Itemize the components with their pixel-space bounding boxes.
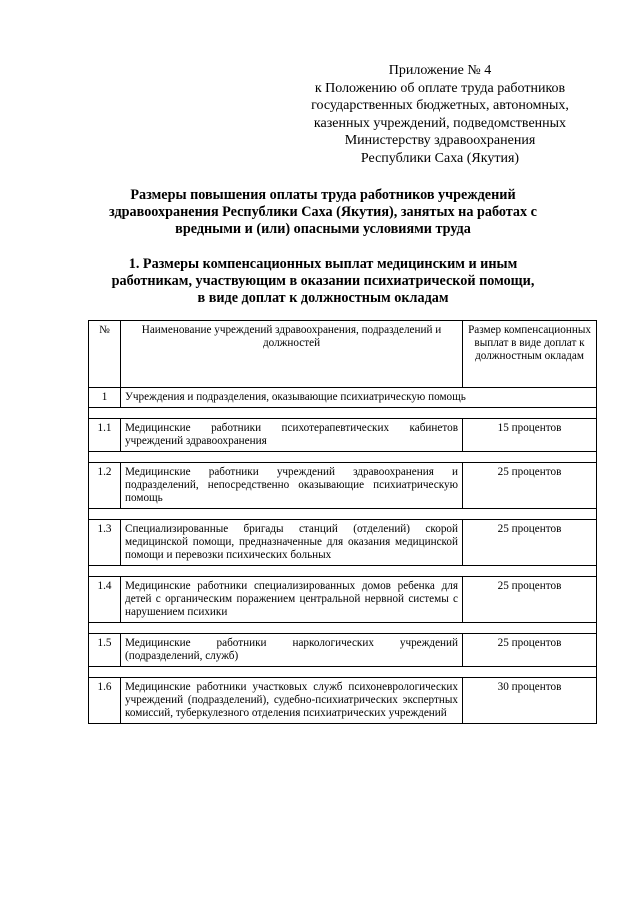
row-separator	[89, 452, 597, 463]
document-title	[90, 187, 556, 238]
row-size: 15 процентов	[463, 419, 597, 452]
row-name: Медицинские работники специализированных домов ребенка для детей с органическим поражением центральной нервной системы с нарушением психики	[121, 577, 463, 623]
row-separator	[89, 408, 597, 419]
row-name: Медицинские работники учреждений здравоохранения и подразделений, непосредственно оказывающие психиатрическую помощь	[121, 463, 463, 509]
row-size: 25 процентов	[463, 520, 597, 566]
section-title-line: 1. Размеры компенсационных выплат медицинским и иным	[128, 256, 518, 272]
title-line: Размеры повышения оплаты труда работников учреждений	[130, 187, 516, 203]
row-size: 25 процентов	[463, 577, 597, 623]
appendix-line: казенных учреждений, подведомственных	[313, 115, 567, 131]
table-row	[89, 634, 597, 667]
appendix-line: к Положению об оплате труда работников	[314, 80, 566, 96]
row-number: 1.3	[89, 520, 121, 566]
table-row	[89, 520, 597, 566]
header-size: Размер компенсационных выплат в виде доплат к должностным окладам	[463, 321, 597, 388]
row-number: 1.6	[89, 678, 121, 724]
appendix-line: государственных бюджетных, автономных,	[311, 98, 569, 113]
appendix-line: Министерству здравоохранения	[344, 133, 536, 148]
table-row	[89, 419, 597, 452]
row-separator	[89, 667, 597, 678]
table-header-row	[89, 321, 597, 388]
header-number: №	[89, 321, 121, 388]
section-title	[90, 256, 556, 307]
table-row	[89, 678, 597, 724]
row-number: 1.1	[89, 419, 121, 452]
title-line: вредными и (или) опасными условиями труда	[175, 221, 471, 237]
row-number: 1.2	[89, 463, 121, 509]
row-number: 1.4	[89, 577, 121, 623]
row-number: 1.5	[89, 634, 121, 667]
row-separator	[89, 623, 597, 634]
appendix-header	[290, 62, 590, 167]
section-title-line: работникам, участвующим в оказании психиатрической помощи,	[111, 273, 535, 289]
header-name: Наименование учреждений здравоохранения, подразделений и должностей	[121, 321, 463, 388]
row-name: Специализированные бригады станций (отделений) скорой медицинской помощи, предназначенные для оказания медицинской помощи и перевозки психических больных	[121, 520, 463, 566]
row-name: Медицинские работники участковых служб психоневрологических учреждений (подразделений), судебно-психиатрических экспертных комиссий, туберкулезного отделения психиатрических учреждений	[121, 678, 463, 724]
row-size: 25 процентов	[463, 463, 597, 509]
row-size: 25 процентов	[463, 634, 597, 667]
row-size: 30 процентов	[463, 678, 597, 724]
row-separator	[89, 509, 597, 520]
row-name: Медицинские работники наркологических учреждений (подразделений, служб)	[121, 634, 463, 667]
table-row	[89, 577, 597, 623]
compensation-table	[88, 320, 597, 724]
table-group-row	[89, 388, 597, 408]
appendix-line: Приложение № 4	[388, 63, 492, 78]
group-number: 1	[89, 388, 121, 408]
appendix-line: Республики Саха (Якутия)	[360, 150, 520, 166]
row-separator	[89, 566, 597, 577]
row-name: Медицинские работники психотерапевтических кабинетов учреждений здравоохранения	[121, 419, 463, 452]
table-row	[89, 463, 597, 509]
title-line: здравоохранения Республики Саха (Якутия), занятых на работах с	[109, 204, 537, 220]
group-name: Учреждения и подразделения, оказывающие психиатрическую помощь	[121, 388, 597, 408]
section-title-line: в виде доплат к должностным окладам	[197, 290, 449, 306]
